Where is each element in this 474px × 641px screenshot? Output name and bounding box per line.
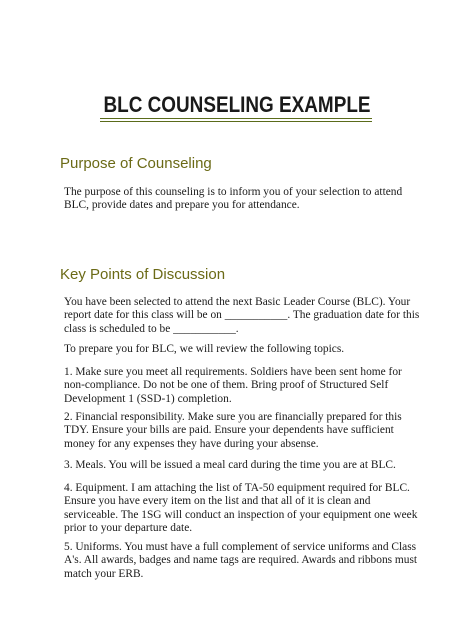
uniforms-item: 5. Uniforms. You must have a full complement of service uniforms and Class A's. All awards, badges and name tags are required. Awards and ribbons must match your ERB.: [64, 541, 418, 580]
financial-item: 2. Financial responsibility. Make sure you are financially prepared for this TDY. Ensure your bills are paid. Ensure your dependents have sufficient money for any expenses they have during your absense.: [64, 411, 402, 450]
equipment-item: 4. Equipment. I am attaching the list of TA-50 equipment required for BLC. Ensure you have every item on the list and that all of it is clean and serviceable. The 1SG will conduct an inspection of your equipment one week prior to your departure date.: [64, 482, 418, 535]
section-heading-purpose: Purpose of Counseling: [60, 155, 212, 172]
meals-item: 3. Meals. You will be issued a meal card during the time you are at BLC.: [64, 459, 396, 471]
key-points-review-paragraph: To prepare you for BLC, we will review the following topics.: [64, 343, 345, 355]
purpose-paragraph: The purpose of this counseling is to inform you of your selection to attend BLC, provide dates and prepare you for attendance.: [64, 186, 403, 212]
key-points-intro-paragraph: You have been selected to attend the next Basic Leader Course (BLC). Your report date for this class will be on ___________. The graduation date for this class is scheduled to be ___________.: [64, 296, 420, 335]
section-heading-key-points: Key Points of Discussion: [60, 266, 226, 283]
title-underline-bottom: [100, 121, 372, 122]
requirements-item: 1. Make sure you meet all requirements. Soldiers have been sent home for non-compliance. Do not be one of them. Bring proof of Structured Self Development 1 (SSD-1) completion.: [64, 366, 402, 405]
title-underline-top: [100, 118, 372, 119]
document-title: BLC COUNSELING EXAMPLE: [103, 92, 371, 117]
